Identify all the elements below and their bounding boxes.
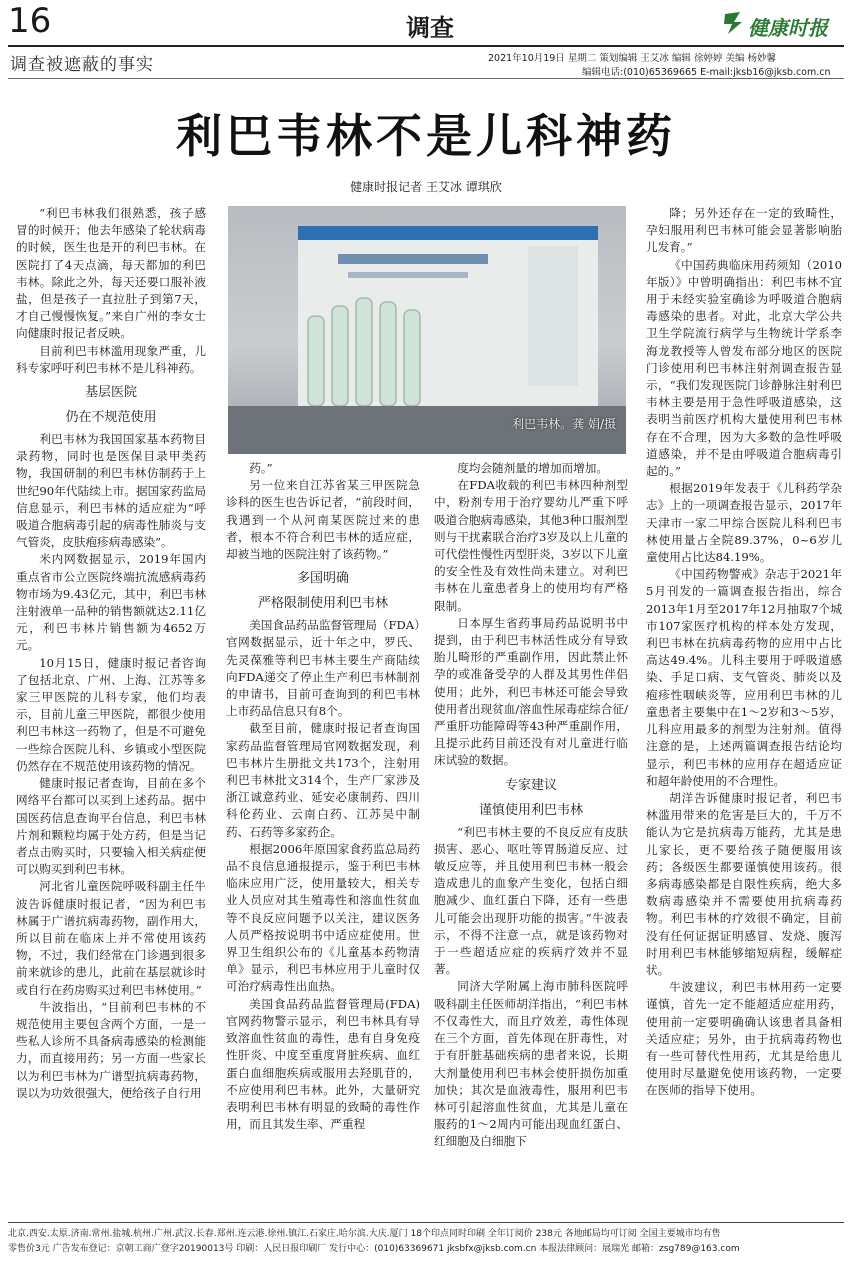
editorial-contact: 编辑电话:(010)65369665 E-mail:jksb16@jksb.com.cn bbox=[582, 67, 831, 78]
masthead-rule-thin bbox=[8, 78, 844, 79]
subheading: 专家建议 bbox=[504, 777, 557, 793]
subheading: 多国明确 bbox=[296, 571, 349, 587]
editorial-credits: 2021年10月19日 星期二 策划编辑 王艾冰 编辑 徐婷婷 美编 杨妙馨 bbox=[488, 53, 776, 64]
paragraph: 目前利巴韦林滥用现象严重，儿科专家呼吁利巴韦林不是儿科神药。 bbox=[16, 343, 206, 375]
paragraph: 同济大学附属上海市肺科医院呼吸科副主任医师胡洋指出，“利巴韦林不仅毒性大，而且疗效差，毒性体现在三个方面，首先体现在肝毒性，对于有肝脏基础疾病的患者来说，长期大剂量使用利巴韦林会使肝损伤加重加快；其次是血液毒性，服用利巴韦林可引起溶血性贫血，尤其是儿童在服药的1～2周内可能出现血红蛋白、红细胞及白细胞下 bbox=[434, 979, 628, 1149]
paragraph: 药。” bbox=[249, 461, 273, 475]
paragraph: 胡洋告诉健康时报记者，利巴韦林滥用带来的危害是巨大的，千万不能认为它是抗病毒万能药，尤其是患儿家长，更不要给孩子随便服用该药；各级医生都要谨慎使用该药。很多病毒感染都是自限性疾病，绝大多数病毒感染并不需要使用抗病毒药物。利巴韦林的疗效很不确定，目前没有任何证据证明感冒、发烧、腹泻时用利巴韦林能够缩短病程，缓解症状。 bbox=[646, 790, 842, 977]
article-column-3 bbox=[434, 460, 628, 1215]
masthead-rule bbox=[8, 45, 844, 47]
paragraph: 美国食品药品监督管理局（FDA）官网数据显示，近十年之中，罗氏、先灵葆雅等利巴韦林主要生产商陆续向FDA递交了停止生产利巴韦林制剂的申请书，目前可查询到的利巴韦林上市药品信息只有8个。 bbox=[226, 618, 420, 719]
article-column-2 bbox=[226, 460, 420, 1215]
subheading: 严格限制使用利巴韦林 bbox=[257, 596, 388, 612]
paragraph: 牛波建议，利巴韦林用药一定要谨慎，首先一定不能超适应症用药，使用前一定要明确确认该患者具备相关适应症；另外，由于抗病毒药物也有一些可替代性用药，尤其是给患儿使用时尽量避免使用该药物，一定要在医师的指导下使用。 bbox=[646, 980, 842, 1098]
paragraph: 10月15日，健康时报记者咨询了包括北京、广州、上海、江苏等多家三甲医院的儿科专家，他们均表示，目前儿童三甲医院，都很少使用利巴韦林这一药物了，但是不可避免一些综合医院儿科、乡镇或小型医院仍然存在不规范使用该药物的情况。 bbox=[16, 655, 206, 773]
paragraph: “利巴韦林我们很熟悉，孩子感冒的时候开；他去年感染了轮状病毒的时候，医生也是开的利巴韦林。在医院打了4天点滴，每天都加的利巴韦林。除此之外，每天还要口服补液盐，但是孩子一直拉肚子到第7天，才自己慢慢恢复。”来自广州的李女士向健康时报记者反映。 bbox=[16, 206, 206, 341]
subheading: 基层医院 bbox=[84, 385, 137, 401]
paragraph: 度均会随剂量的增加而增加。 bbox=[457, 461, 608, 475]
footer-rule bbox=[8, 1222, 844, 1223]
paragraph: 截至目前，健康时报记者查询国家药品监督管理局官网数据发现，利巴韦林片生册批文共173个，注射用利巴韦林批文314个，生产厂家涉及浙江诚意药业、延安必康制药、四川科伦药业、云南白药、江苏吴中制药、石药等多家药企。 bbox=[226, 721, 420, 839]
paragraph: 另一位来自江苏省某三甲医院急诊科的医生也告诉记者，“前段时间，我遇到一个从河南某医院过来的患者，根本不符合利巴韦林的适应症，却被当地的医院注射了该药物。” bbox=[226, 478, 420, 562]
paragraph: 降；另外还存在一定的致畸性，孕妇服用利巴韦林可能会显著影响胎儿发育。” bbox=[646, 206, 842, 255]
paragraph: 健康时报记者查询，目前在多个网络平台都可以买到上述药品。据中国医药信息查询平台信息，利巴韦林片剂和颗粒均属于处方药，但是当记者点击购买时，只要输入相关病症便可以购买到利巴韦林。 bbox=[16, 776, 206, 877]
section-title: 调查 bbox=[406, 14, 454, 42]
paragraph: 根据2006年原国家食药监总局药品不良信息通报提示，鉴于利巴韦林临床应用广泛，使用量较大，相关专业人员应对其生殖毒性和溶血性贫血等不良反应问题予以关注，建议医务人员严格按说明书中适应症使用。世界卫生组织公布的《儿童基本药物清单》显示，利巴韦林应用于儿童时仅可治疗病毒性出血热。 bbox=[226, 841, 420, 994]
photo-caption: 利巴韦林。龚 娟/摄 bbox=[512, 417, 616, 431]
article-photo bbox=[228, 206, 626, 454]
article-column-1 bbox=[16, 205, 206, 1215]
subheading: 谨慎使用利巴韦林 bbox=[478, 802, 583, 818]
logo-text: 健康时报 bbox=[748, 16, 828, 40]
paragraph: 利巴韦林为我国国家基本药物目录药物，同时也是医保目录甲类药物，我国研制的利巴韦林仿制药于上世纪90年代陆续上市。据国家药监局信息显示，利巴韦林的适应症为“呼吸道合胞病毒引起的病毒性肺炎与支气管炎，皮肤疱疹病毒感染”。 bbox=[16, 432, 206, 550]
page-number: 16 bbox=[8, 1, 52, 41]
article-column-4 bbox=[646, 205, 842, 1215]
newspaper-logo bbox=[722, 10, 846, 40]
paragraph: 《中国药典临床用药须知（2010年版）》中曾明确指出：利巴韦林不宜用于未经实验室确诊为呼吸道合胞病毒感染的患者。对此，北京大学公共卫生学院流行病学与生物统计学系李海龙教授等人曾发布部分地区的医院门诊使用利巴韦林注射剂调查报告显示，“我们发现医院门诊静脉注射利巴韦林主要是用于急性呼吸道感染，这表明当前医疗机构大量使用利巴韦林存在不合理，因为大多数的急性呼吸道感染，并不是由呼吸道合胞病毒引起的。” bbox=[646, 257, 842, 479]
paragraph: 《中国药物警戒》杂志于2021年5月刊发的一篇调查报告指出，综合2013年1月至2017年12月抽取7个城市107家医疗机构的样本处方发现，利巴韦林在抗病毒药物的应用中占比高达49.4%。儿科主要用于呼吸道感染、手足口病、支气管炎、肺炎以及疱疹性咽峡炎等，应用利巴韦林的儿童患者主要集中在1～2岁和3～5岁，儿科应用最多的剂型为注射剂。值得注意的是，上述两篇调查报告结论均显示，利巴韦林的应用存在超适应证和超年龄使用的不合理性。 bbox=[646, 567, 842, 788]
paragraph: 河北省儿童医院呼吸科副主任牛波告诉健康时报记者，“因为利巴韦林属于广谱抗病毒药物，副作用大，所以目前在临床上并不常使用该药物，不过，我们经常在门诊遇到很多前来就诊的患儿，此前在基层就诊时或自行在药房购买过利巴韦林使用。” bbox=[16, 879, 206, 997]
paragraph: “利巴韦林主要的不良反应有皮肤损害、恶心、呕吐等胃肠道反应、过敏反应等，并且使用利巴韦林一般会造成患儿的血象产生变化，包括白细胞减少、血红蛋白下降，还有一些患儿可能会出现肝功能的损害。”牛波表示，不得不注意一点，就是该药物对于一些超适应症的疾病疗效并不显著。 bbox=[434, 824, 628, 977]
paragraph: 美国食品药品监督管理局(FDA)官网药物警示显示，利巴韦林具有导致溶血性贫血的毒性，患有自身免疫性肝炎、中度至重度肾脏疾病、血红蛋白血细胞疾病或服用去羟肌苷的，不应使用利巴韦林。此外，大量研究表明利巴韦林有明显的致畸的毒性作用，而且其发生率、严重程 bbox=[226, 996, 420, 1132]
footer-print-info: 北京.西安.太原.济南.常州.盐城.杭州.广州.武汉.长春.郑州.连云港.徐州.镇江.石家庄.哈尔滨.大庆.厦门 18个印点同时印刷 全年订阅价 238元 各地邮局均可订阅 全国主要城市均有售 bbox=[8, 1229, 721, 1239]
page-subtitle: 调查被遮蔽的事实 bbox=[10, 55, 154, 75]
paragraph: 日本厚生省药事局药品说明书中提到，由于利巴韦林活性成分有导致胎儿畸形的严重副作用，因此禁止怀孕的或准备受孕的人群及其男性伴侣使用；此外，利巴韦林还可能会导致使用者出现贫血/溶血性尿毒症综合征/严重肝功能障碍等43种严重副作用，且提示此药目前还没有对儿童进行临床试验的数据。 bbox=[434, 615, 628, 768]
article-byline: 健康时报记者 王艾冰 谭琪欣 bbox=[350, 180, 502, 194]
paragraph: 米内网数据显示，2019年国内重点省市公立医院终端抗流感病毒药物市场为9.43亿元，其中，利巴韦林注射液单一品种的销售额就达2.11亿元，利巴韦林片销售额为4652万元。 bbox=[16, 552, 206, 653]
paragraph: 根据2019年发表于《儿科药学杂志》上的一项调查报告显示，2017年天津市一家二甲综合医院儿科利巴韦林使用量占全院89.37%，0~6岁儿童使用占比达84.19%。 bbox=[646, 481, 842, 565]
subheading: 仍在不规范使用 bbox=[65, 410, 157, 426]
footer-publisher-info: 零售价3元 广告发布登记：京朝工商广登字20190013号 印刷：人民日报印刷厂 发行中心：(010)63369671 jksbfx@jksb.com.cn 本报法律顾问：展瑞光 邮箱：zsg789@163.com bbox=[8, 1244, 740, 1254]
logo-mark-icon bbox=[722, 10, 744, 36]
paragraph: 在FDA收载的利巴韦林四种剂型中，粉剂专用于治疗婴幼儿严重下呼吸道合胞病毒感染，其他3种口服剂型则与干扰素联合治疗3岁及以上儿童的可代偿性慢性丙型肝炎，3岁以下儿童的安全性及有效性尚未建立。对利巴韦林在儿童患者身上的使用均有严格限制。 bbox=[434, 478, 628, 613]
paragraph: 牛波指出，“目前利巴韦林的不规范使用主要包含两个方面，一是一些私人诊所不具备病毒感染的检测能力，而直接用药；另一方面一些家长以为利巴韦林为广谱型抗病毒药物，误以为功效很强大，便给孩子自行用 bbox=[16, 999, 206, 1100]
article-headline: 利巴韦林不是儿科神药 bbox=[176, 109, 676, 163]
